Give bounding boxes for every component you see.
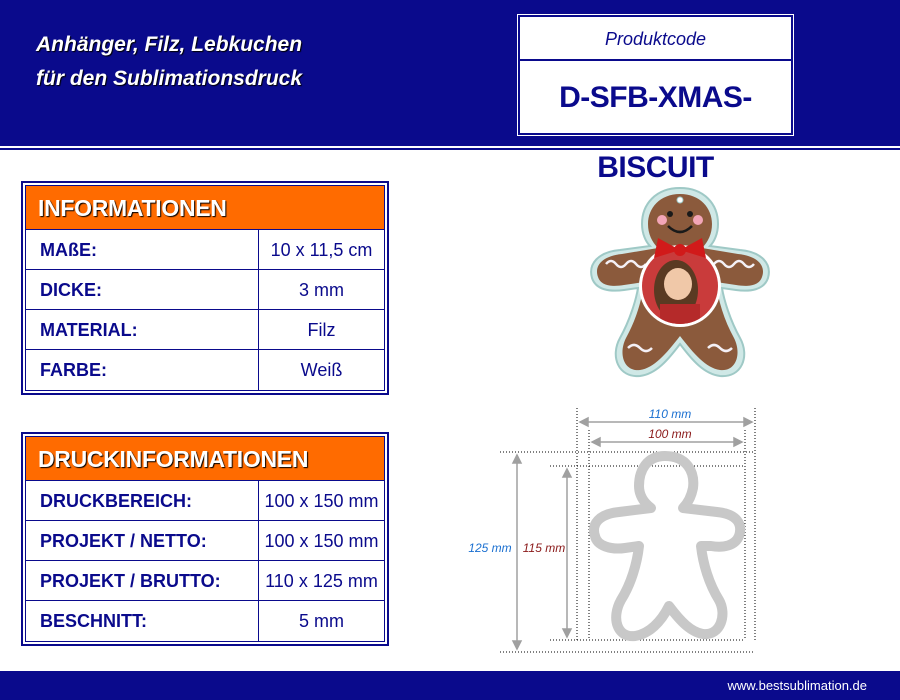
product-code-value: D-SFB-XMAS-BISCUIT: [559, 81, 752, 184]
table-row: [26, 521, 384, 561]
table-row: [26, 310, 384, 350]
width-inner-label: 100 mm: [648, 427, 692, 441]
cheek-right: [693, 215, 703, 225]
product-code-label: Produktcode: [520, 17, 791, 61]
info-table: [21, 181, 389, 395]
cut-outline: [594, 456, 740, 636]
gingerbread-ornament-image: [580, 180, 780, 385]
footer-bar: [0, 671, 900, 700]
product-title-line1: Anhänger, Filz, Lebkuchen: [36, 33, 303, 56]
info-table-title: INFORMATIONEN: [26, 186, 384, 230]
header-divider: [0, 146, 900, 148]
row-key: MAßE:: [26, 230, 259, 269]
row-value: 10 x 11,5 cm: [270, 240, 373, 260]
website-link[interactable]: www.bestsublimation.de: [727, 678, 867, 693]
row-value: Filz: [307, 320, 336, 340]
height-inner-label: 115 mm: [522, 541, 566, 555]
eye-right: [687, 211, 693, 217]
row-key: BESCHNITT:: [26, 601, 259, 641]
height-outer-label: 125 mm: [468, 541, 512, 555]
row-value: 100 x 150 mm: [264, 491, 379, 511]
product-code-box: [518, 15, 793, 184]
header-banner: [0, 0, 900, 184]
width-outer-label: 110 mm: [648, 407, 692, 421]
table-row: [26, 601, 384, 641]
cheek-left: [657, 215, 667, 225]
row-value: 110 x 125 mm: [265, 571, 378, 591]
row-key: DICKE:: [26, 270, 259, 309]
row-value: 5 mm: [299, 611, 344, 631]
row-value: 3 mm: [299, 280, 344, 300]
table-row: [26, 481, 384, 521]
row-key: PROJEKT / NETTO:: [26, 521, 259, 560]
hanging-hole: [677, 197, 683, 203]
table-row: [26, 561, 384, 601]
table-row: [26, 230, 384, 270]
row-key: MATERIAL:: [26, 310, 259, 349]
table-row: [26, 350, 384, 390]
row-key: DRUCKBEREICH:: [26, 481, 259, 520]
eye-left: [667, 211, 673, 217]
print-table-title: DRUCKINFORMATIONEN: [26, 437, 384, 481]
table-row: [26, 270, 384, 310]
product-title-line2: für den Sublimationsdruck: [36, 67, 303, 90]
row-key: PROJEKT / BRUTTO:: [26, 561, 259, 600]
dimension-diagram: [455, 400, 775, 660]
row-value: Weiß: [300, 360, 343, 380]
row-value: 100 x 150 mm: [264, 531, 379, 551]
row-key: FARBE:: [26, 350, 259, 390]
print-info-table: [21, 432, 389, 646]
product-title: [36, 28, 302, 96]
